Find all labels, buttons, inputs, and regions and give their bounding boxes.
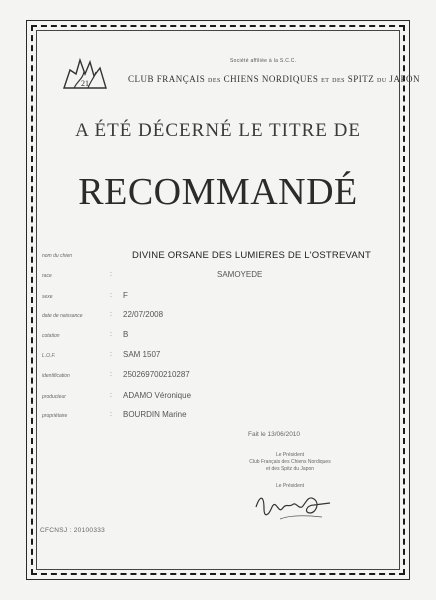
club-name: CLUB FRANÇAIS des CHIENS NORDIQUES et des SPITZ du JAPON [128,74,420,84]
race-value: SAMOYEDE [217,270,263,279]
cotation-value: B [123,330,129,339]
president-line: Le Président [275,452,305,458]
place-date: Fait le 13/06/2010 [248,431,301,438]
owner-value: BOURDIN Marine [123,410,187,419]
field-row-race [42,270,382,284]
field-row-lof [42,350,382,364]
breeder-value: ADAMO Véronique [123,391,192,400]
president-line: Club Français des Chiens Nordiques [249,459,331,465]
field-label: race [42,273,52,279]
field-colon: : [110,331,112,338]
svg-text:21: 21 [81,79,89,88]
field-row-identification [42,370,382,384]
field-label: date de naissance [42,313,83,319]
field-label: cotation [42,333,60,339]
dog-name-value: DIVINE ORSANE DES LUMIERES DE L'OSTREVANT [132,250,371,261]
field-row-owner [42,410,382,424]
field-colon: : [110,392,112,399]
lof-value: SAM 1507 [123,350,161,359]
certificate-title: RECOMMANDÉ [78,171,358,213]
signature-icon [250,483,340,528]
field-label: L.O.F. [42,353,56,359]
field-colon: : [110,311,112,318]
dob-value: 22/07/2008 [123,310,164,319]
field-colon: : [110,271,112,278]
field-colon: : [110,351,112,358]
field-label: propriétaire [42,413,68,419]
reference-number: CFCNSJ : 20100333 [40,527,106,534]
field-row-sex [42,291,382,305]
identification-value: 250269700210287 [123,370,190,379]
field-colon: : [110,371,112,378]
field-label: producteur [42,394,66,400]
field-row-breeder [42,391,382,405]
field-row-name [42,250,382,264]
field-colon: : [110,411,112,418]
sex-value: F [123,291,128,300]
field-label: sexe [42,294,53,300]
field-label: nom du chien [42,253,73,259]
field-colon: : [110,292,112,299]
signature-caption: Le Président [275,483,305,489]
president-line: et des Spitz du Japon [265,466,315,472]
awarded-line: A ÉTÉ DÉCERNÉ LE TITRE DE [75,120,361,141]
field-row-cotation [42,330,382,344]
field-label: identification [42,373,70,379]
club-affiliation: Société affiliée à la S.C.C. [230,58,297,64]
club-logo-icon [60,52,110,92]
field-row-dob [42,310,382,324]
